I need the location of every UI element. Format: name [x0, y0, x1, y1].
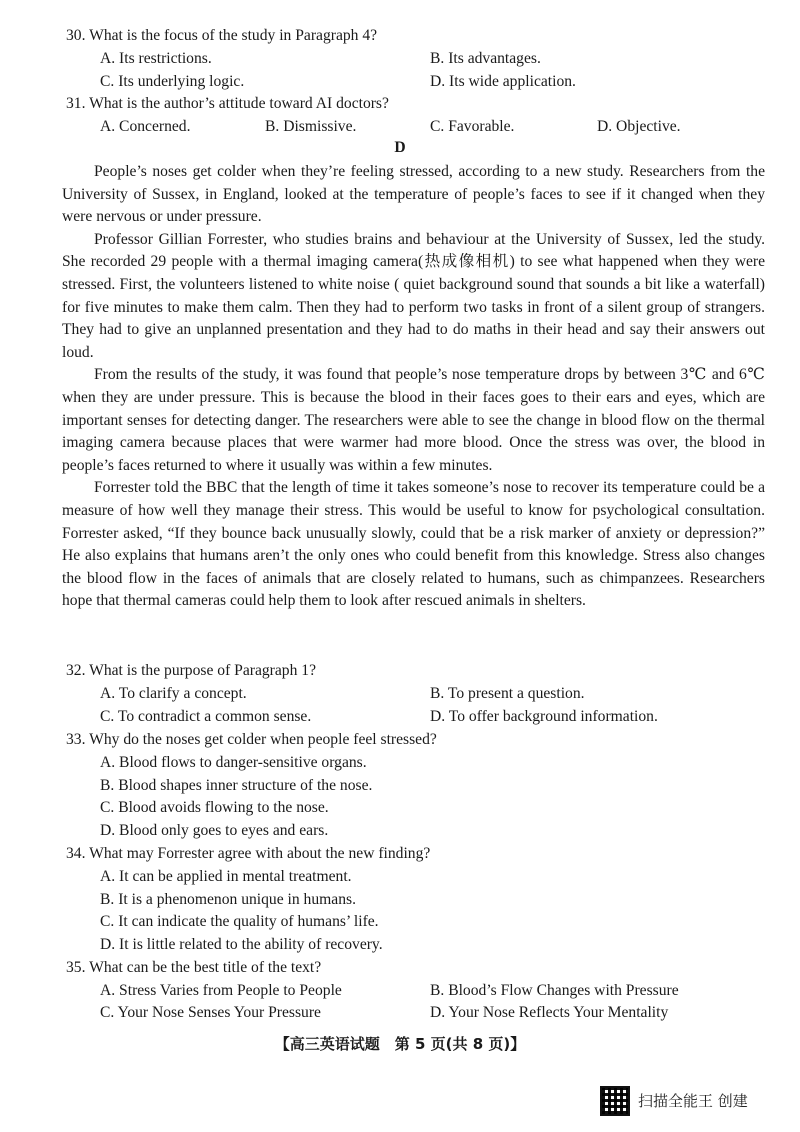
- reading-passage: [62, 161, 765, 613]
- question-35-option-c: C. Your Nose Senses Your Pressure: [100, 1004, 321, 1021]
- question-35-stem: 35. What can be the best title of the text?: [66, 959, 322, 976]
- question-32-option-c: C. To contradict a common sense.: [100, 708, 312, 725]
- section-heading: D: [394, 139, 406, 156]
- passage-paragraph-3: From the results of the study, it was found that people’s nose temperature drops by between 3℃ and 6℃ when they are under pressure. This is because the blood in their faces goes to their ears and eyes, which are important senses for detecting danger. The researchers were able to see the change in blood flow on the thermal imaging camera because places that were warmer had more blood. Once the stress was over, the blood in people’s faces returned to where it usually was within a few minutes.: [62, 366, 765, 474]
- question-30-stem: 30. What is the focus of the study in Paragraph 4?: [66, 27, 378, 44]
- question-34-option-c: C. It can indicate the quality of humans’ life.: [100, 913, 379, 930]
- question-35-option-d: D. Your Nose Reflects Your Mentality: [430, 1004, 669, 1021]
- question-33-option-b: B. Blood shapes inner structure of the nose.: [100, 777, 373, 794]
- question-31-stem: 31. What is the author’s attitude toward AI doctors?: [66, 95, 389, 112]
- question-33-option-a: A. Blood flows to danger-sensitive organs.: [100, 754, 367, 771]
- scanner-watermark: [600, 1086, 748, 1116]
- question-33-stem: 33. Why do the noses get colder when people feel stressed?: [66, 731, 437, 748]
- question-34-option-b: B. It is a phenomenon unique in humans.: [100, 891, 356, 908]
- question-34-option-a: A. It can be applied in mental treatment.: [100, 868, 352, 885]
- qr-code-icon: [600, 1086, 630, 1116]
- question-30-option-d: D. Its wide application.: [430, 73, 576, 90]
- question-33-option-c: C. Blood avoids flowing to the nose.: [100, 799, 329, 816]
- page-footer: 【高三英语试题 第 5 页(共 8 页)】: [274, 1035, 526, 1053]
- question-32-stem: 32. What is the purpose of Paragraph 1?: [66, 662, 317, 679]
- question-31-option-d: D. Objective.: [597, 118, 681, 135]
- question-31-option-c: C. Favorable.: [430, 118, 515, 135]
- passage-paragraph-1: People’s noses get colder when they’re feeling stressed, according to a new study. Researchers from the University of Sussex, in England, looked at the temperature of people’s faces to see if it changed when they were nervous or under pressure.: [62, 163, 765, 226]
- question-32-option-a: A. To clarify a concept.: [100, 685, 247, 702]
- question-31-option-b: B. Dismissive.: [265, 118, 357, 135]
- question-31-option-a: A. Concerned.: [100, 118, 191, 135]
- passage-paragraph-2: Professor Gillian Forrester, who studies brains and behaviour at the University of Sussex, led the study. She recorded 29 people with a thermal imaging camera(热成像相机) to see what happened when they were stressed. First, the volunteers listened to white noise ( quiet background sound that sounds a bit like a waterfall) for five minutes to make them calm. Then they had to perform two tasks in front of a silent group of strangers. They had to give an unplanned presentation and they had to do maths in their head and say their answers out loud.: [62, 230, 765, 361]
- question-30-option-b: B. Its advantages.: [430, 50, 541, 67]
- question-35-option-a: A. Stress Varies from People to People: [100, 982, 342, 999]
- question-30-option-c: C. Its underlying logic.: [100, 73, 245, 90]
- question-32-option-d: D. To offer background information.: [430, 708, 658, 725]
- question-34-stem: 34. What may Forrester agree with about the new finding?: [66, 845, 431, 862]
- question-33-option-d: D. Blood only goes to eyes and ears.: [100, 822, 329, 839]
- question-34-option-d: D. It is little related to the ability of recovery.: [100, 936, 383, 953]
- question-32-option-b: B. To present a question.: [430, 685, 585, 702]
- question-35-option-b: B. Blood’s Flow Changes with Pressure: [430, 982, 679, 999]
- scanner-label: 扫描全能王 创建: [638, 1091, 748, 1110]
- question-30-option-a: A. Its restrictions.: [100, 50, 212, 67]
- passage-paragraph-4: Forrester told the BBC that the length of time it takes someone’s nose to recover its temperature could be a measure of how well they manage their stress. This would be useful to know for psychological consultation. Forrester asked, “If they bounce back unusually slowly, could that be a risk marker of anxiety or depression?” He also explains that humans aren’t the only ones who could benefit from this knowledge. Stress also changes the blood flow in the faces of animals that are closely related to humans, such as chimpanzees. Researchers hope that thermal cameras could help them to look after rescued animals in shelters.: [62, 479, 765, 610]
